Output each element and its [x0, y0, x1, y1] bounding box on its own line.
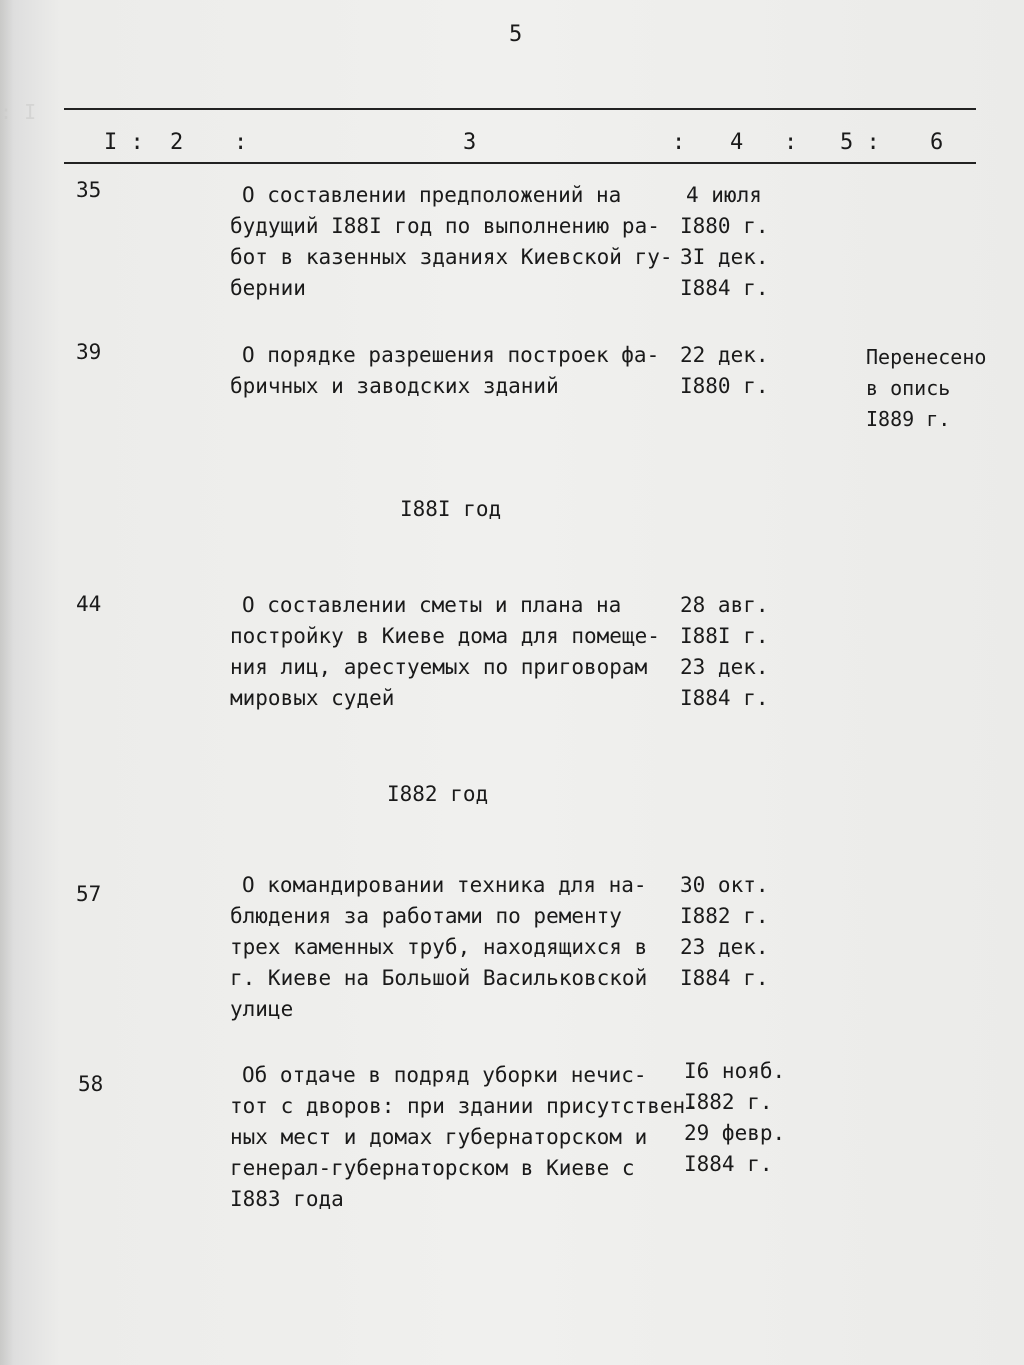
title-line: бот в казенных зданиях Киевской гу- [230, 245, 673, 269]
record-number: 44 [76, 592, 102, 616]
page-number: 5 [509, 22, 523, 47]
col-separator: : [234, 130, 248, 155]
record-title [230, 180, 673, 304]
record-dates [680, 590, 769, 714]
title-line: О порядке разрешения построек фа- [242, 343, 660, 367]
title-line: г. Киеве на Большой Васильковской [230, 966, 648, 990]
date-line: 3I дек. [680, 245, 769, 269]
col-header-1: I : [104, 130, 144, 155]
col-header-4: 4 [730, 130, 744, 155]
record-number: 58 [78, 1072, 104, 1096]
record-dates [680, 340, 769, 402]
header-bottom-rule [64, 162, 976, 164]
title-line: О командировании техника для на- [242, 873, 647, 897]
title-line: генерал-губернаторском в Киеве с [230, 1156, 635, 1180]
title-line: тот с дворов: при здании присутствен- [230, 1094, 698, 1118]
title-line: бернии [230, 276, 306, 300]
date-line: I882 г. [680, 904, 769, 928]
record-note [866, 342, 986, 435]
record-title [230, 1060, 698, 1215]
col-header-2: 2 [170, 130, 184, 155]
title-line: ных мест и домах губернаторском и [230, 1125, 648, 1149]
date-line: I880 г. [680, 214, 769, 238]
date-line: I6 нояб. [684, 1059, 786, 1083]
record-dates [680, 180, 769, 304]
date-line: 23 дек. [680, 655, 769, 679]
date-line: I880 г. [680, 374, 769, 398]
date-line: 30 окт. [680, 873, 769, 897]
title-line: Об отдаче в подряд уборки нечис- [242, 1063, 647, 1087]
col-separator: : [672, 130, 686, 155]
date-line: 22 дек. [680, 343, 769, 367]
title-line: О составлении предположений на [242, 183, 622, 207]
title-line: бричных и заводских зданий [230, 374, 559, 398]
title-line: I883 года [230, 1187, 344, 1211]
date-line: I884 г. [684, 1152, 773, 1176]
date-line: 4 июля [686, 183, 762, 207]
date-line: 23 дек. [680, 935, 769, 959]
col-header-6: 6 [930, 130, 944, 155]
record-number: 57 [76, 882, 102, 906]
year-heading-1881: I88I год [400, 497, 502, 521]
record-number: 39 [76, 340, 102, 364]
col-separator: : [784, 130, 798, 155]
date-line: 29 февр. [684, 1121, 786, 1145]
header-top-rule [64, 108, 976, 110]
col-header-3: 3 [463, 130, 477, 155]
date-line: I884 г. [680, 686, 769, 710]
title-line: блюдения за работами по ременту [230, 904, 622, 928]
record-number: 35 [76, 178, 102, 202]
title-line: мировых судей [230, 686, 395, 710]
title-line: постройку в Киеве дома для помеще- [230, 624, 660, 648]
col-header-5: 5 : [840, 130, 880, 155]
bleed-mark: : I [0, 100, 37, 124]
note-line: Перенесено [866, 345, 987, 369]
record-title [230, 340, 659, 402]
title-line: улице [230, 997, 294, 1021]
date-line: I88I г. [680, 624, 769, 648]
title-line: ния лиц, арестуемых по приговорам [230, 655, 648, 679]
note-line: I889 г. [866, 407, 951, 431]
record-title [230, 870, 647, 1025]
title-line: О составлении сметы и плана на [242, 593, 622, 617]
record-dates [684, 1056, 785, 1180]
record-dates [680, 870, 769, 994]
date-line: I882 г. [684, 1090, 773, 1114]
date-line: I884 г. [680, 966, 769, 990]
note-line: в опись [866, 376, 951, 400]
title-line: будущий I88I год по выполнению ра- [230, 214, 660, 238]
date-line: I884 г. [680, 276, 769, 300]
year-heading-1882: I882 год [387, 782, 489, 806]
title-line: трех каменных труб, находящихся в [230, 935, 648, 959]
record-title [230, 590, 660, 714]
date-line: 28 авг. [680, 593, 769, 617]
